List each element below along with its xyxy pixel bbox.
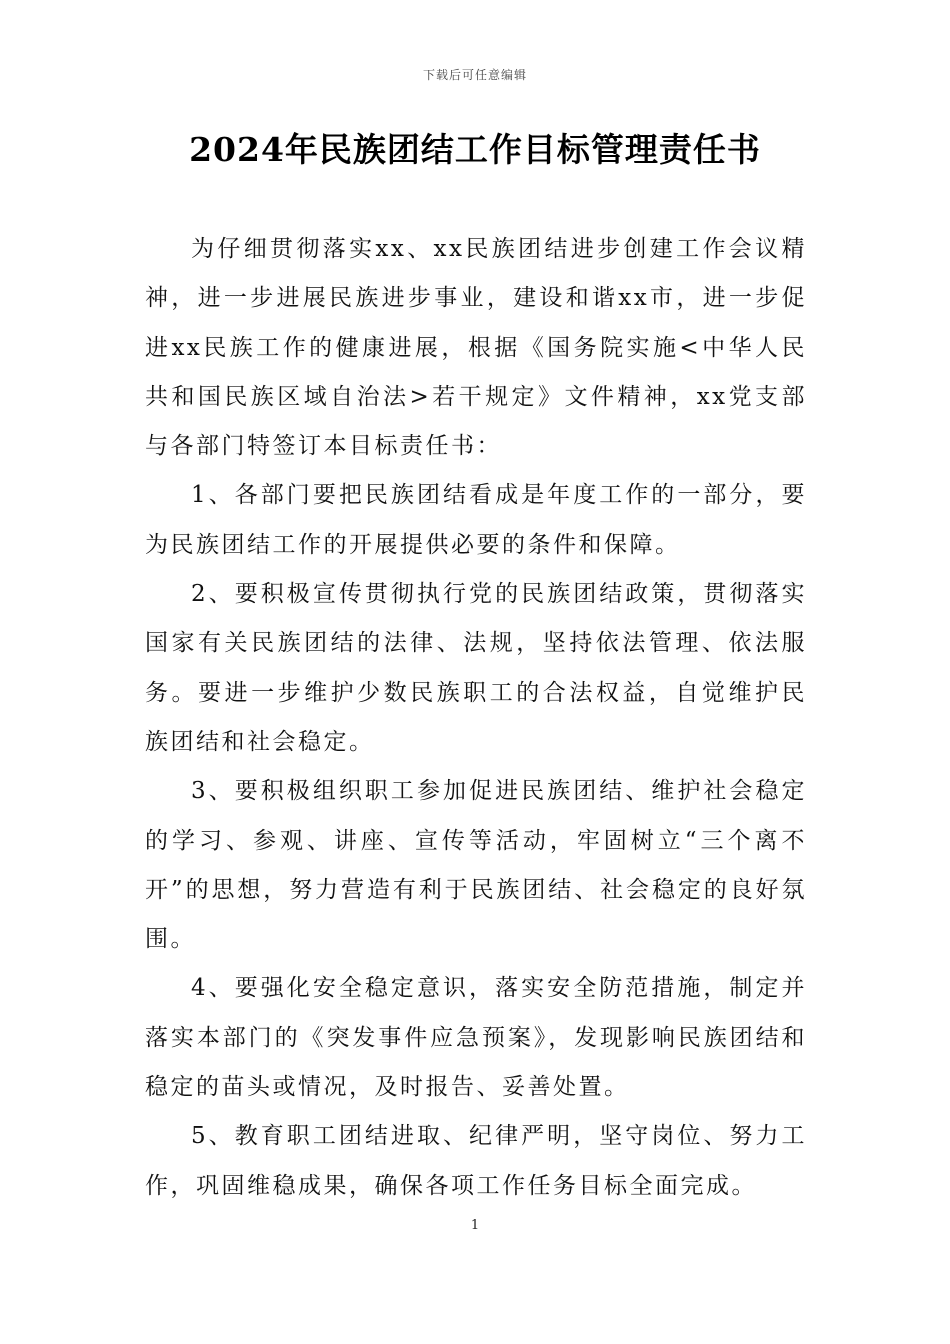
clause-2-paragraph: 2、要积极宣传贯彻执行党的民族团结政策，贯彻落实国家有关民族团结的法律、法规，坚持依法管理、依法服务。要进一步维护少数民族职工的合法权益，自觉维护民族团结和社会稳定。 <box>145 581 807 755</box>
clause-3-paragraph: 3、要积极组织职工参加促进民族团结、维护社会稳定的学习、参观、讲座、宣传等活动，牢固树立“三个离不开”的思想，努力营造有利于民族团结、社会稳定的良好氛围。 <box>145 778 807 953</box>
clause-5-paragraph: 5、教育职工团结进取、纪律严明，坚守岗位、努力工作，巩固维稳成果，确保各项工作任务目标全面完成。 <box>145 1123 807 1199</box>
page-header-note: 下载后可任意编辑 <box>422 68 527 82</box>
page-number: 1 <box>470 1218 480 1233</box>
clause-4-paragraph: 4、要强化安全稳定意识，落实安全防范措施，制定并落实本部门的《突发事件应急预案》，发现影响民族团结和稳定的苗头或情况，及时报告、妥善处置。 <box>145 975 807 1101</box>
document-title: 2024年民族团结工作目标管理责任书 <box>189 130 761 169</box>
clause-1-paragraph: 1、各部门要把民族团结看成是年度工作的一部分，要为民族团结工作的开展提供必要的条件和保障。 <box>145 482 807 558</box>
intro-paragraph: 为仔细贯彻落实xx、xx民族团结进步创建工作会议精神，进一步进展民族进步事业，建设和谐xx市，进一步促进xx民族工作的健康进展，根据《国务院实施<中华人民共和国民族区域自治法>若干规定》文件精神，xx党支部与各部门特签订本目标责任书： <box>145 236 807 460</box>
document-body <box>145 225 807 1211</box>
